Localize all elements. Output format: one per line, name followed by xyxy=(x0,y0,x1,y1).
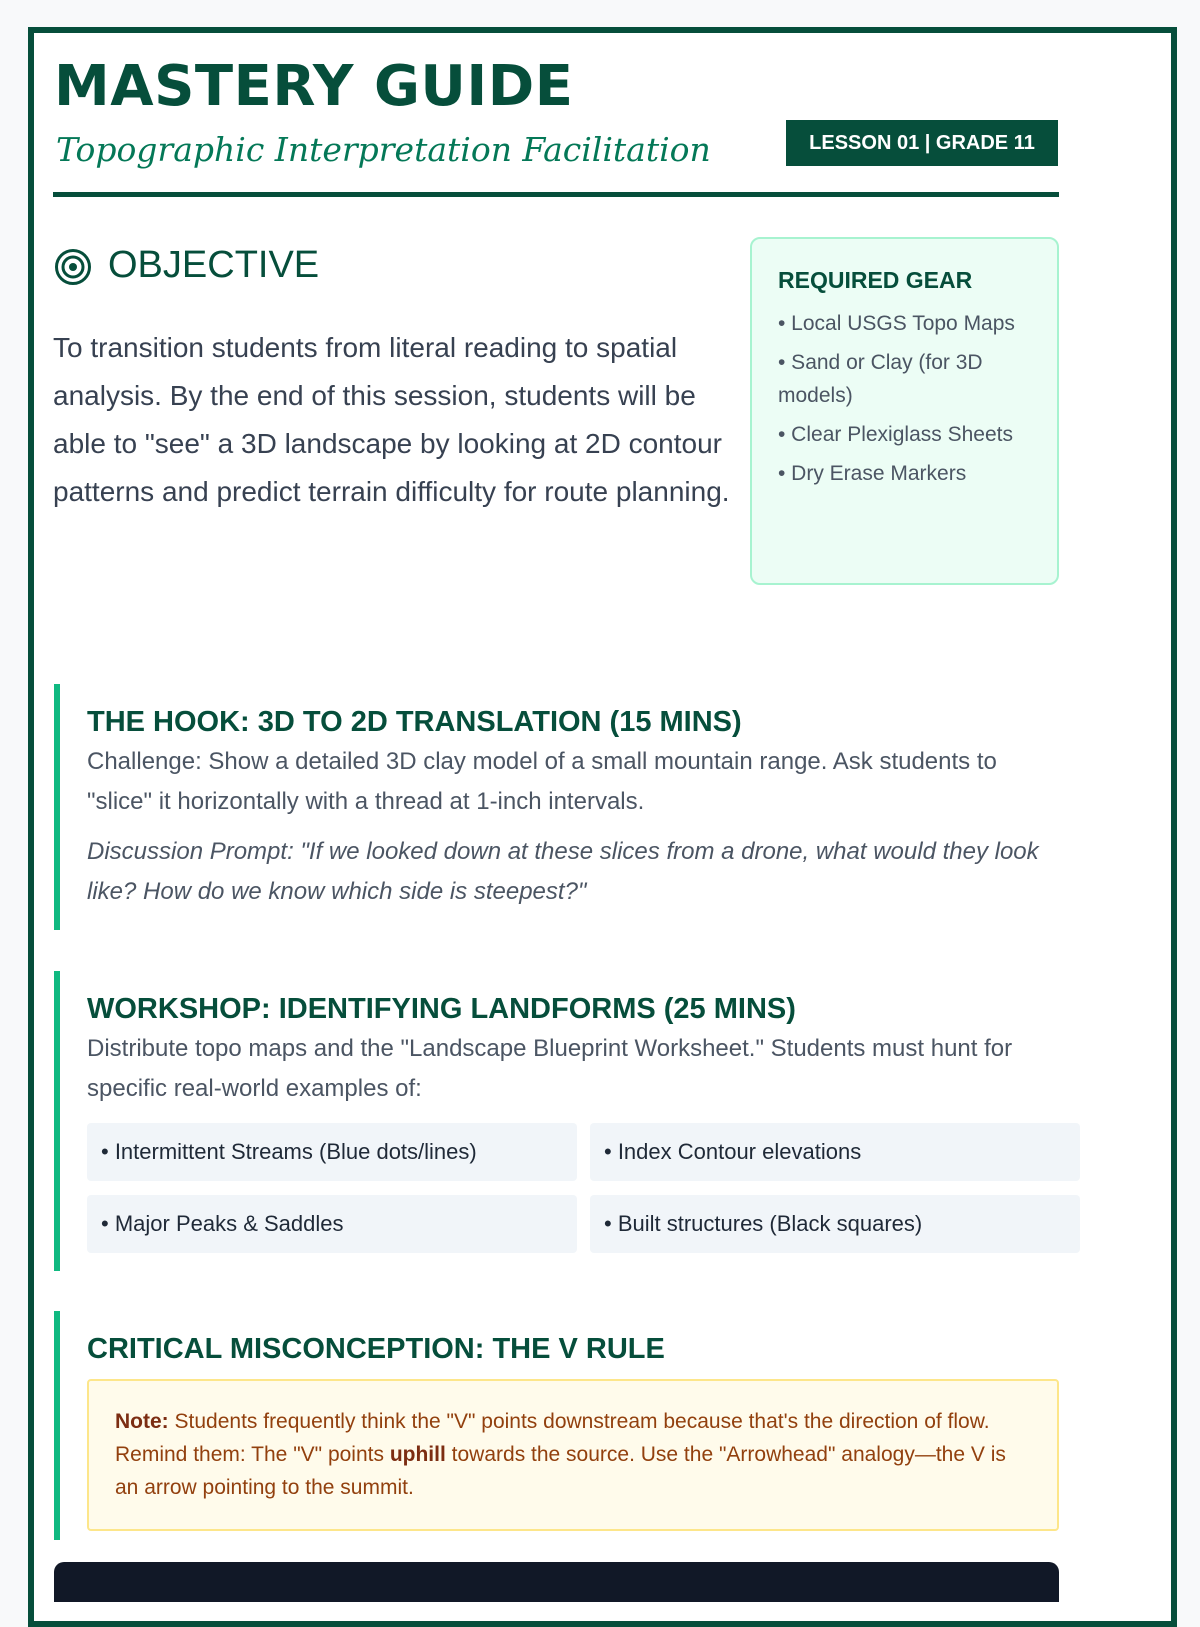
landform-example: • Index Contour elevations xyxy=(590,1123,1080,1181)
note-text-part2: towards the source. Use the "Arrowhead" analogy—the V is an arrow pointing to the summit. xyxy=(115,1443,1006,1499)
next-section-panel xyxy=(54,1562,1059,1602)
gear-item: • Local USGS Topo Maps xyxy=(778,312,1015,335)
gear-item: • Dry Erase Markers xyxy=(778,462,967,485)
gear-item: • Sand or Clay (for 3D models) xyxy=(778,351,983,407)
misconception-section xyxy=(54,1311,1059,1540)
landform-example: • Intermittent Streams (Blue dots/lines) xyxy=(87,1123,577,1181)
lesson-badge: LESSON 01 | GRADE 11 xyxy=(786,120,1058,166)
objective-heading: OBJECTIVE xyxy=(108,244,320,286)
misconception-note xyxy=(87,1379,1059,1531)
page-title: MASTERY GUIDE xyxy=(54,54,574,119)
note-text-part1: Students frequently think the "V" points downstream because that's the direction of flow. Remind them: The "V" points xyxy=(115,1410,990,1466)
hook-heading: THE HOOK: 3D TO 2D TRANSLATION (15 MINS) xyxy=(87,706,742,738)
header-divider xyxy=(53,192,1059,197)
landform-example: • Major Peaks & Saddles xyxy=(87,1195,577,1253)
required-gear-list xyxy=(778,307,1031,490)
misconception-heading: CRITICAL MISCONCEPTION: THE V RULE xyxy=(87,1333,665,1365)
landform-examples-grid xyxy=(87,1123,1059,1253)
workshop-section xyxy=(54,971,1059,1271)
target-icon xyxy=(54,248,92,286)
note-label: Note: xyxy=(115,1410,169,1433)
gear-item: • Clear Plexiglass Sheets xyxy=(778,423,1013,446)
hook-body: Challenge: Show a detailed 3D clay model of a small mountain range. Ask students to "slice" it horizontally with a thread at 1-inch intervals. xyxy=(87,748,997,815)
workshop-body: Distribute topo maps and the "Landscape Blueprint Worksheet." Students must hunt for specific real-world examples of: xyxy=(87,1035,1013,1102)
landform-example: • Built structures (Black squares) xyxy=(590,1195,1080,1253)
required-gear-panel xyxy=(750,237,1059,585)
required-gear-title: REQUIRED GEAR xyxy=(778,267,973,293)
page-subtitle: Topographic Interpretation Facilitation xyxy=(56,130,711,169)
workshop-heading: WORKSHOP: IDENTIFYING LANDFORMS (25 MINS) xyxy=(87,993,796,1025)
objective-text: To transition students from literal reading to spatial analysis. By the end of this session, students will be able to "see" a 3D landscape by looking at 2D contour patterns and predict terrain difficulty for route planning. xyxy=(53,332,730,507)
hook-section xyxy=(54,684,1059,930)
note-emphasis: uphill xyxy=(389,1443,446,1466)
hook-discussion-prompt: Discussion Prompt: "If we looked down at these slices from a drone, what would they look like? How do we know which side is steepest?" xyxy=(87,838,1039,905)
